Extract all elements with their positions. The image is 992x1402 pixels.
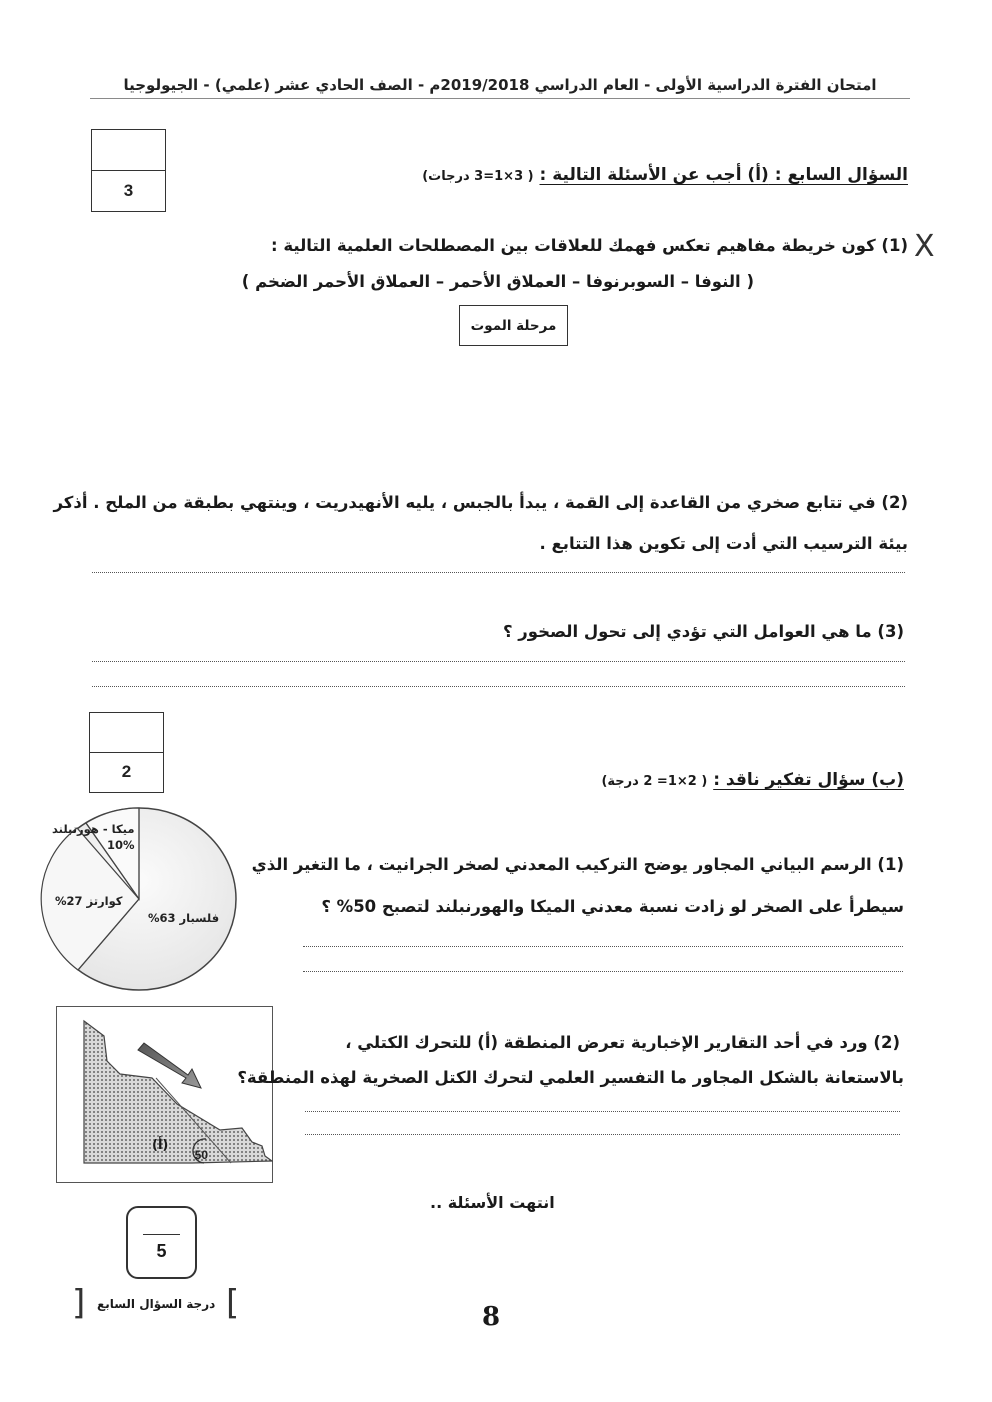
total-max-score: 5 <box>156 1241 167 1261</box>
section-a-marks: ( 3×1=3 درجات) <box>422 169 534 184</box>
section-b-instruction: (ب) سؤال تفكير ناقد : <box>713 770 904 790</box>
page-number: 8 <box>482 1302 501 1332</box>
question-a3-line1: (3) ما هي العوامل التي تؤدي إلى تحول الصخور ؟ <box>502 622 904 641</box>
pie-label-mica-name: ميكا - هورنبلند <box>52 822 135 836</box>
pie-label-mica-value: 10% <box>107 838 135 852</box>
question-a2-line1: (2) في تتابع صخري من القاعدة إلى القمة ، يبدأ بالجبس ، يليه الأنهيدريت ، وينتهي بطبقة من الملح . أذكر <box>53 493 908 512</box>
bracket-left-icon: [ <box>72 1283 86 1323</box>
question-a1-line1: (1) كون خريطة مفاهيم تعكس فهمك للعلاقات بين المصطلحات العلمية التالية : <box>271 236 908 255</box>
slope-angle-label: 50 <box>194 1148 208 1162</box>
exam-header-title: امتحان الفترة الدراسية الأولى - العام الدراسي 2019/2018م - الصف الحادي عشر (علمي) - الجيولوجيا <box>123 76 877 94</box>
score-entry-cell <box>90 713 163 753</box>
question-seven-grade-label: درجة السؤال السابع <box>97 1297 216 1311</box>
score-entry-cell <box>92 130 165 171</box>
question-seven-label: السؤال السابع : <box>768 165 908 185</box>
answer-line-b2-1[interactable] <box>305 1111 900 1112</box>
section-a-max-score: 3 <box>123 180 134 200</box>
grader-x-mark-icon: X <box>914 229 935 264</box>
question-b1-line1: (1) الرسم البياني المجاور يوضح التركيب المعدني لصخر الجرانيت ، ما التغير الذي <box>251 855 904 874</box>
bracket-right-icon: ] <box>226 1283 240 1323</box>
question-a1-terms: ( النوفا – السوبرنوفا – العملاق الأحمر – العملاق الأحمر الضخم ) <box>241 272 754 291</box>
section-b-score-box <box>89 712 164 793</box>
end-of-questions-text: انتهت الأسئلة .. <box>430 1193 555 1212</box>
section-a-score-box <box>91 129 166 212</box>
total-score-box <box>126 1206 197 1279</box>
question-b2-line1: (2) ورد في أحد التقارير الإخبارية تعرض المنطقة (أ) للتحرك الكتلي ، <box>345 1033 900 1052</box>
answer-line-b2-2[interactable] <box>305 1134 900 1135</box>
pie-label-quartz: كوارتز 27% <box>55 894 123 908</box>
section-b-heading <box>601 770 904 790</box>
section-b-max-score: 2 <box>121 762 132 782</box>
answer-line-a3-1[interactable] <box>92 661 905 662</box>
question-b2-line2: بالاستعانة بالشكل المجاور ما التفسير العلمي لتحرك الكتل الصخرية لهذه المنطقة؟ <box>237 1068 904 1087</box>
figure-caption-a: (أ) <box>152 1138 169 1153</box>
slope-diagram <box>56 1006 273 1183</box>
question-a2-line2: بيئة الترسيب التي أدت إلى تكوين هذا التتابع . <box>539 534 908 553</box>
answer-line-a2[interactable] <box>92 572 905 573</box>
answer-line-b1-1[interactable] <box>303 946 903 947</box>
answer-line-a3-2[interactable] <box>92 686 905 687</box>
pie-label-feldspar: فلسبار 63% <box>148 911 220 925</box>
question-b1-line2: سيطرأ على الصخر لو زادت نسبة معدني الميكا والهورنبلند لتصبح 50% ؟ <box>321 897 904 916</box>
section-b-marks: ( 2×1= 2 درجة) <box>601 774 708 789</box>
section-a-heading <box>422 165 908 185</box>
score-fraction-line <box>143 1234 180 1235</box>
header-divider <box>90 98 910 99</box>
section-a-instruction: (أ) أجب عن الأسئلة التالية : <box>539 165 769 185</box>
answer-line-b1-2[interactable] <box>303 971 903 972</box>
concept-map-box-death-stage: مرحلة الموت <box>459 305 568 346</box>
